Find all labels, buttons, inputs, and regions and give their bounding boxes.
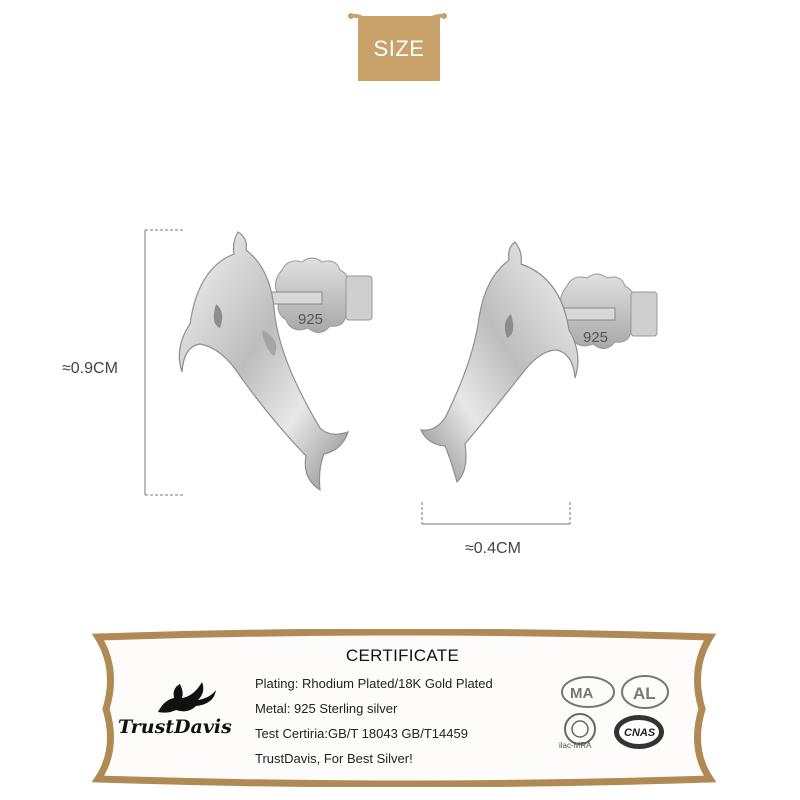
stamp-925-right: 925 — [583, 329, 609, 346]
svg-text:ilac-MRA: ilac-MRA — [559, 741, 592, 750]
cma-logo-icon — [560, 674, 616, 710]
certificate-line-metal: Metal: 925 Sterling silver — [255, 701, 398, 716]
pegasus-logo-icon — [150, 678, 220, 718]
certificate-line-plating: Plating: Rhodium Plated/18K Gold Plated — [255, 676, 493, 691]
certificate-line-test: Test Certiria:GB/T 18043 GB/T14459 — [255, 726, 468, 741]
cal-logo-icon — [620, 674, 670, 710]
svg-text:AL: AL — [633, 684, 656, 703]
cnas-logo-icon — [612, 712, 666, 752]
certificate-title: CERTIFICATE — [345, 646, 460, 665]
brand-name: TrustDavis — [118, 716, 232, 738]
width-label: ≈0.4CM — [465, 540, 521, 557]
height-label: ≈0.9CM — [62, 360, 118, 377]
stamp-925-left: 925 — [298, 311, 324, 328]
ilac-mra-logo-icon — [555, 712, 605, 750]
svg-text:CNAS: CNAS — [624, 727, 656, 739]
svg-text:MA: MA — [570, 685, 594, 702]
dolphin-earring-left — [170, 228, 390, 528]
size-label: SIZE — [358, 17, 440, 81]
dolphin-earring-right — [415, 238, 675, 498]
certificate-line-slogan: TrustDavis, For Best Silver! — [255, 751, 413, 766]
width-dimension-line — [418, 500, 578, 530]
